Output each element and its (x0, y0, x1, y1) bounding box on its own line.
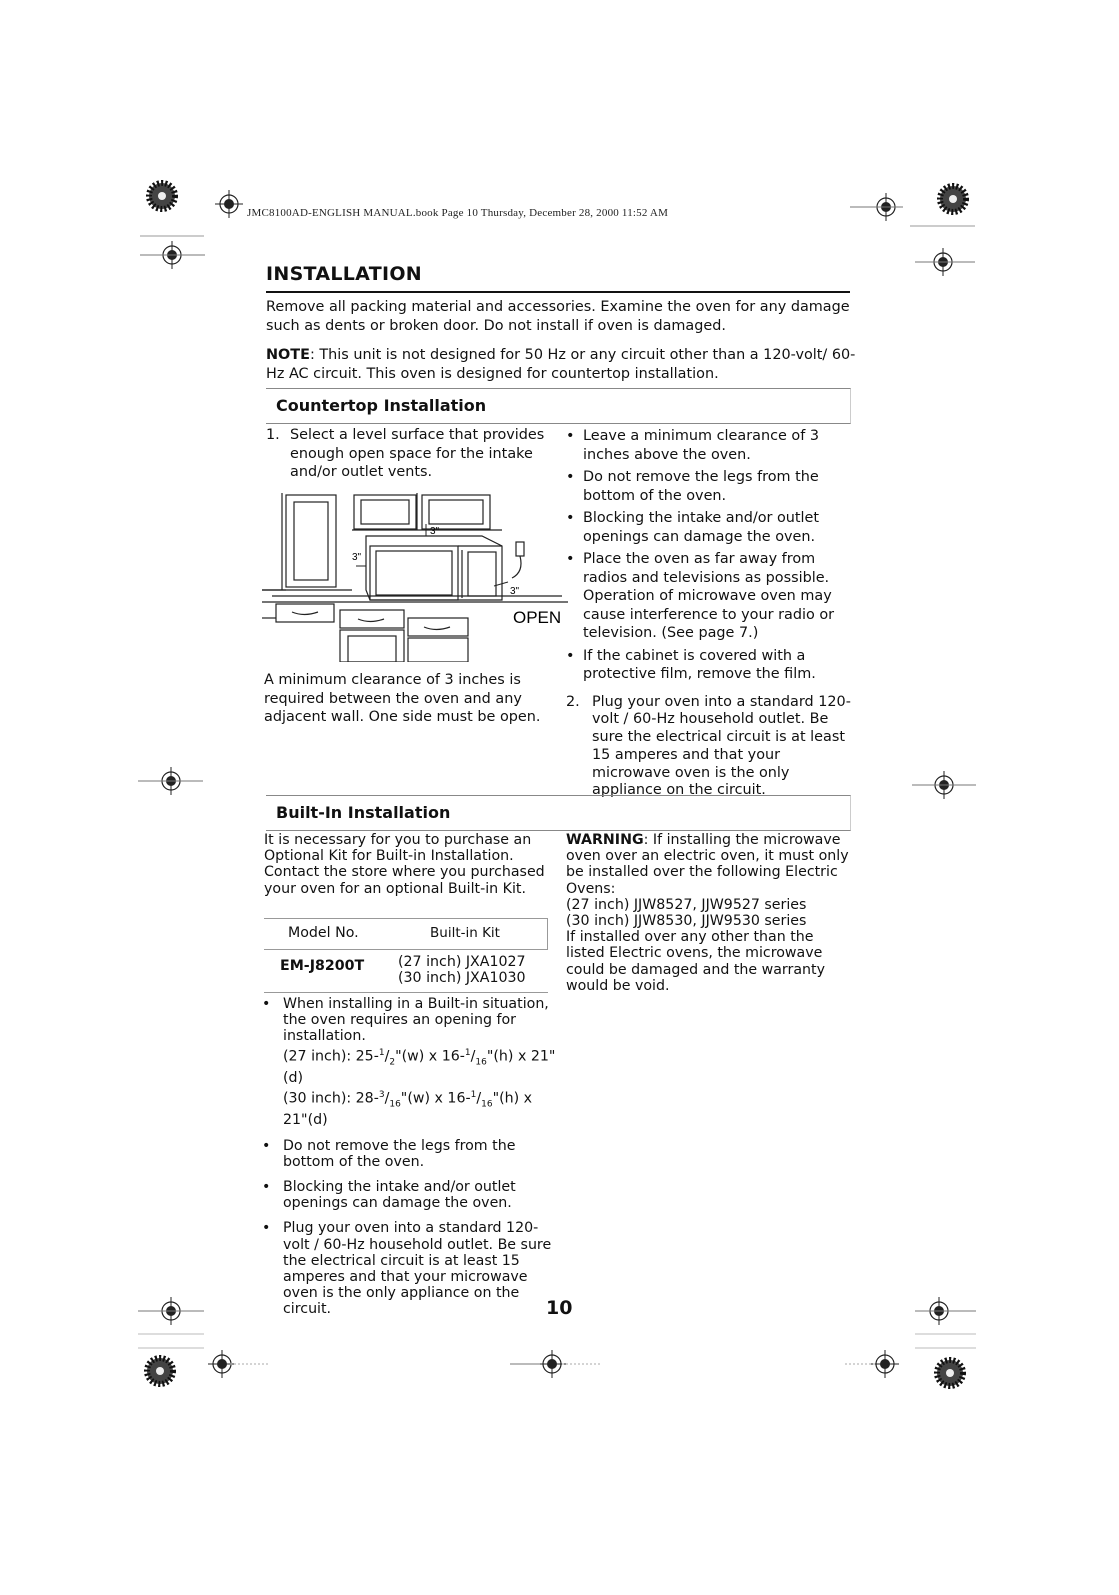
countertop-illustration (262, 490, 568, 662)
countertop-step-2 (566, 694, 856, 801)
countertop-heading: Countertop Installation (276, 396, 487, 415)
list-item: • Plug your oven into a standard 120-volt / 60-Hz household outlet. Be sure the electrical circuit is at least 15 amperes and that your microwave oven is the only appliance on the circuit. (262, 1220, 552, 1318)
builtin-heading: Built-In Installation (276, 803, 451, 822)
note-paragraph (266, 346, 856, 383)
builtin-kit-table (264, 918, 548, 993)
step-text: Select a level surface that provides enough open space for the intake and/or outlet vents. (290, 427, 545, 480)
col-header-model: Model No. (288, 925, 359, 941)
label-side-clearance: 3" (352, 552, 362, 563)
countertop-heading-box (266, 388, 851, 424)
list-item: • If the cabinet is covered with a protective film, remove the film. (566, 647, 816, 682)
builtin-heading-box (266, 795, 851, 831)
warning-label: WARNING (566, 832, 644, 848)
table-header (264, 918, 548, 950)
kit-cell-30: (30 inch) JXA1030 (398, 970, 526, 986)
warning-paragraph (566, 832, 856, 994)
list-item: • Blocking the intake and/or outlet openings can damage the oven. (566, 510, 820, 545)
label-right-clearance: 3" (510, 586, 520, 597)
label-open: OPEN (513, 608, 562, 627)
builtin-intro: It is necessary for you to purchase an Optional Kit for Built-in Installation. Contact the store where you purchased your oven for an optional Built-in Kit. (264, 832, 545, 897)
warning-line-27: (27 inch) JJW8527, JJW9527 series (566, 896, 807, 913)
list-item: • Leave a minimum clearance of 3 inches above the oven. (566, 428, 820, 463)
note-label: NOTE (266, 347, 310, 363)
list-item: • Blocking the intake and/or outlet openings can damage the oven. (262, 1178, 516, 1212)
list-item: • Place the oven as far away from radios and televisions as possible. Operation of microwave oven may cause interference to your radio or television. (See page 7.) (566, 551, 835, 641)
page-number: 10 (546, 1297, 573, 1319)
model-cell: EM-J8200T (280, 958, 365, 974)
clearance-caption: A minimum clearance of 3 inches is required between the oven and any adjacent wall. One side must be open. (264, 672, 541, 725)
title-rule (266, 291, 850, 293)
step-number: 1. (266, 427, 280, 443)
countertop-bullets (566, 427, 856, 800)
warning-text: : If installing the microwave oven over an electric oven, it must only be installed over the following Electric Ovens: (566, 832, 849, 897)
list-item: • Do not remove the legs from the bottom of the oven. (566, 469, 819, 504)
step-text: Plug your oven into a standard 120-volt / 60-Hz household outlet. Be sure the electrical circuit is at least 15 amperes and that your microwave oven is the only appliance on the circuit. (592, 693, 851, 799)
note-text: : This unit is not designed for 50 Hz or any circuit other than a 120-volt/ 60-Hz AC circuit. This oven is designed for countertop installation. (266, 347, 856, 382)
intro-paragraph: Remove all packing material and accessories. Examine the oven for any damage such as dents or broken door. Do not install if oven is damaged. (266, 299, 850, 334)
step-number: 2. (566, 693, 580, 710)
label-top-clearance: 3" (430, 526, 440, 537)
builtin-bullets (262, 996, 557, 1327)
table-row (264, 950, 548, 993)
page-title: INSTALLATION (266, 263, 422, 285)
col-header-kit: Built-in Kit (430, 925, 500, 941)
file-info-header: JMC8100AD-ENGLISH MANUAL.book Page 10 Thursday, December 28, 2000 11:52 AM (247, 207, 669, 219)
warning-line-30: (30 inch) JJW8530, JJW9530 series (566, 913, 807, 930)
kit-cell-27: (27 inch) JXA1027 (398, 954, 526, 970)
list-item: • Do not remove the legs from the bottom of the oven. (262, 1137, 516, 1170)
list-item: • When installing in a Built-in situation, the oven requires an opening for installation. (27 inch): $25-^1/_2"(w)$ x $16-^1/_{16}"(h)$ x 21"(d) (30 inch): $28-^3/_{16}"(w)$ x $16-^1/_{16}"(h)$ x 21"(d) (262, 996, 556, 1129)
countertop-step-1 (266, 426, 556, 482)
warning-consequence: If installed over any other than the listed Electric ovens, the microwave could be damaged and the warranty would be void. (566, 929, 825, 994)
